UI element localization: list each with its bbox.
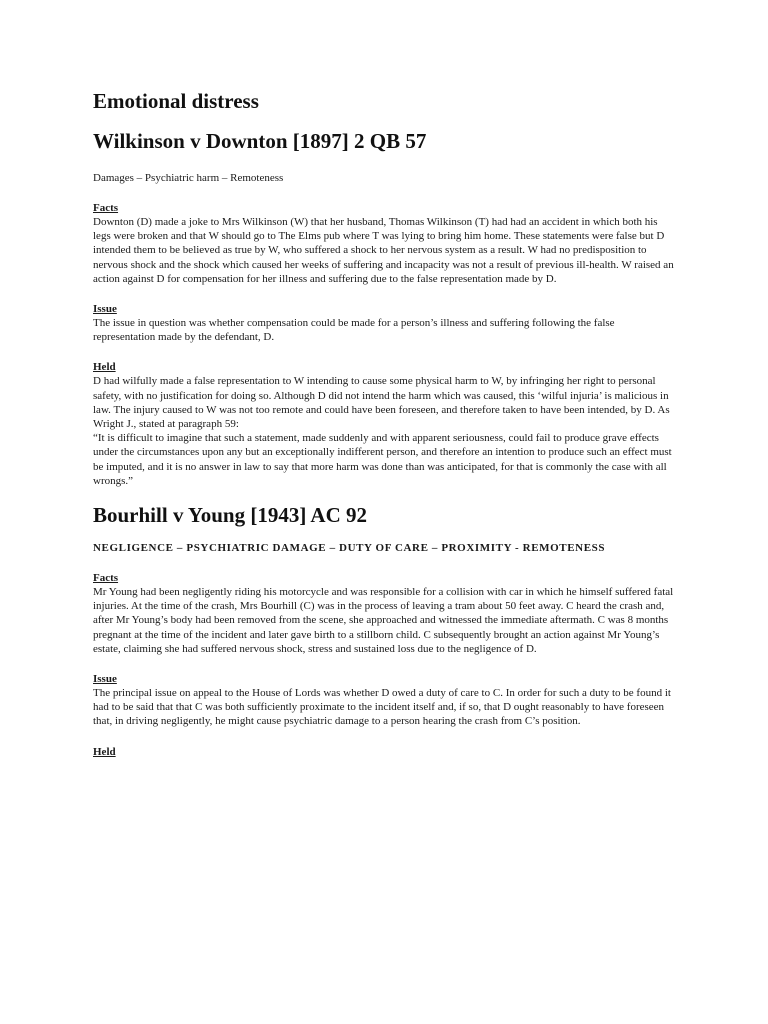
facts-heading: Facts [93,572,119,585]
case-section-wilkinson [93,128,678,488]
case-catchwords: NEGLIGENCE – PSYCHIATRIC DAMAGE – DUTY OF CARE – PROXIMITY - REMOTENESS [93,542,606,555]
case-title: Wilkinson v Downton [1897] 2 QB 57 [93,129,427,153]
document-page [93,88,678,759]
held-heading: Held [93,745,116,758]
held-paragraph: D had wilfully made a false representation to W intending to cause some physical harm to W, by infringing her right to personal safety, with no justification for doing so. Although D did not intend the harm which was caused, this ‘wilful injuria’ is malicious in law. The injury caused to W was not too remote and could have been foreseen, and therefore taken to have been intended, by D. As Wright J., stated at paragraph 59: [93,375,670,431]
facts-paragraph: Mr Young had been negligently riding his motorcycle and was responsible for a collision with car in which he himself suffered fatal injuries. At the time of the crash, Mrs Bourhill (C) was in the process of leaving a tram about 50 feet away. C heard the crash and, after Mr Young’s body had been removed from the scene, she approached and witnessed the immediate aftermath. C was 8 months pregnant at the time of the incident and later gave birth to a stillborn child. C subsequently brought an action against Mr Young’s estate, claiming she had suffered nervous shock, stress and sustained loss due to the negligence of D. [93,586,674,655]
facts-heading: Facts [93,202,119,214]
issue-paragraph: The issue in question was whether compensation could be made for a person’s illness and suffering following the false representation made by the defendant, D. [93,317,615,344]
issue-heading: Issue [93,303,117,316]
issue-paragraph: The principal issue on appeal to the House of Lords was whether D owed a duty of care to C. In order for such a duty to be found it had to be said that that C was both sufficiently proximate to the incident itself and, if so, that D ought reasonably to have foreseen that, in driving negligently, he might cause psychiatric damage to a person hearing the crash from C’s position. [93,687,671,728]
document-title: Emotional distress [93,89,259,113]
issue-heading: Issue [93,673,117,686]
quote-paragraph: “It is difficult to imagine that such a statement, made suddenly and with apparent seriousness, could fail to produce grave effects under the circumstances upon any but an exceptionally indifferent person, and therefore an intention to produce such an effect must be imputed, and it is no answer in law to say that more harm was done than was anticipated, for that is commonly the case with all wrongs.” [93,432,672,487]
facts-paragraph: Downton (D) made a joke to Mrs Wilkinson (W) that her husband, Thomas Wilkinson (T) had had an accident in which both his legs were broken and that W should go to The Elms pub where T was lying to bring him home. These statements were false but D intended them to be believed as true by W, who suffered a shock to her nervous system as a result. W had no predisposition to nervous shock and the shock which caused her weeks of suffering and incapacity was not a result of previous ill-health. W raised an action against D for compensation for her illness and suffering due to the false representation made by D. [93,216,674,285]
held-heading: Held [93,361,116,374]
case-section-bourhill [93,502,678,759]
case-title: Bourhill v Young [1943] AC 92 [93,503,368,528]
case-catchwords: Damages – Psychiatric harm – Remoteness [93,172,284,184]
